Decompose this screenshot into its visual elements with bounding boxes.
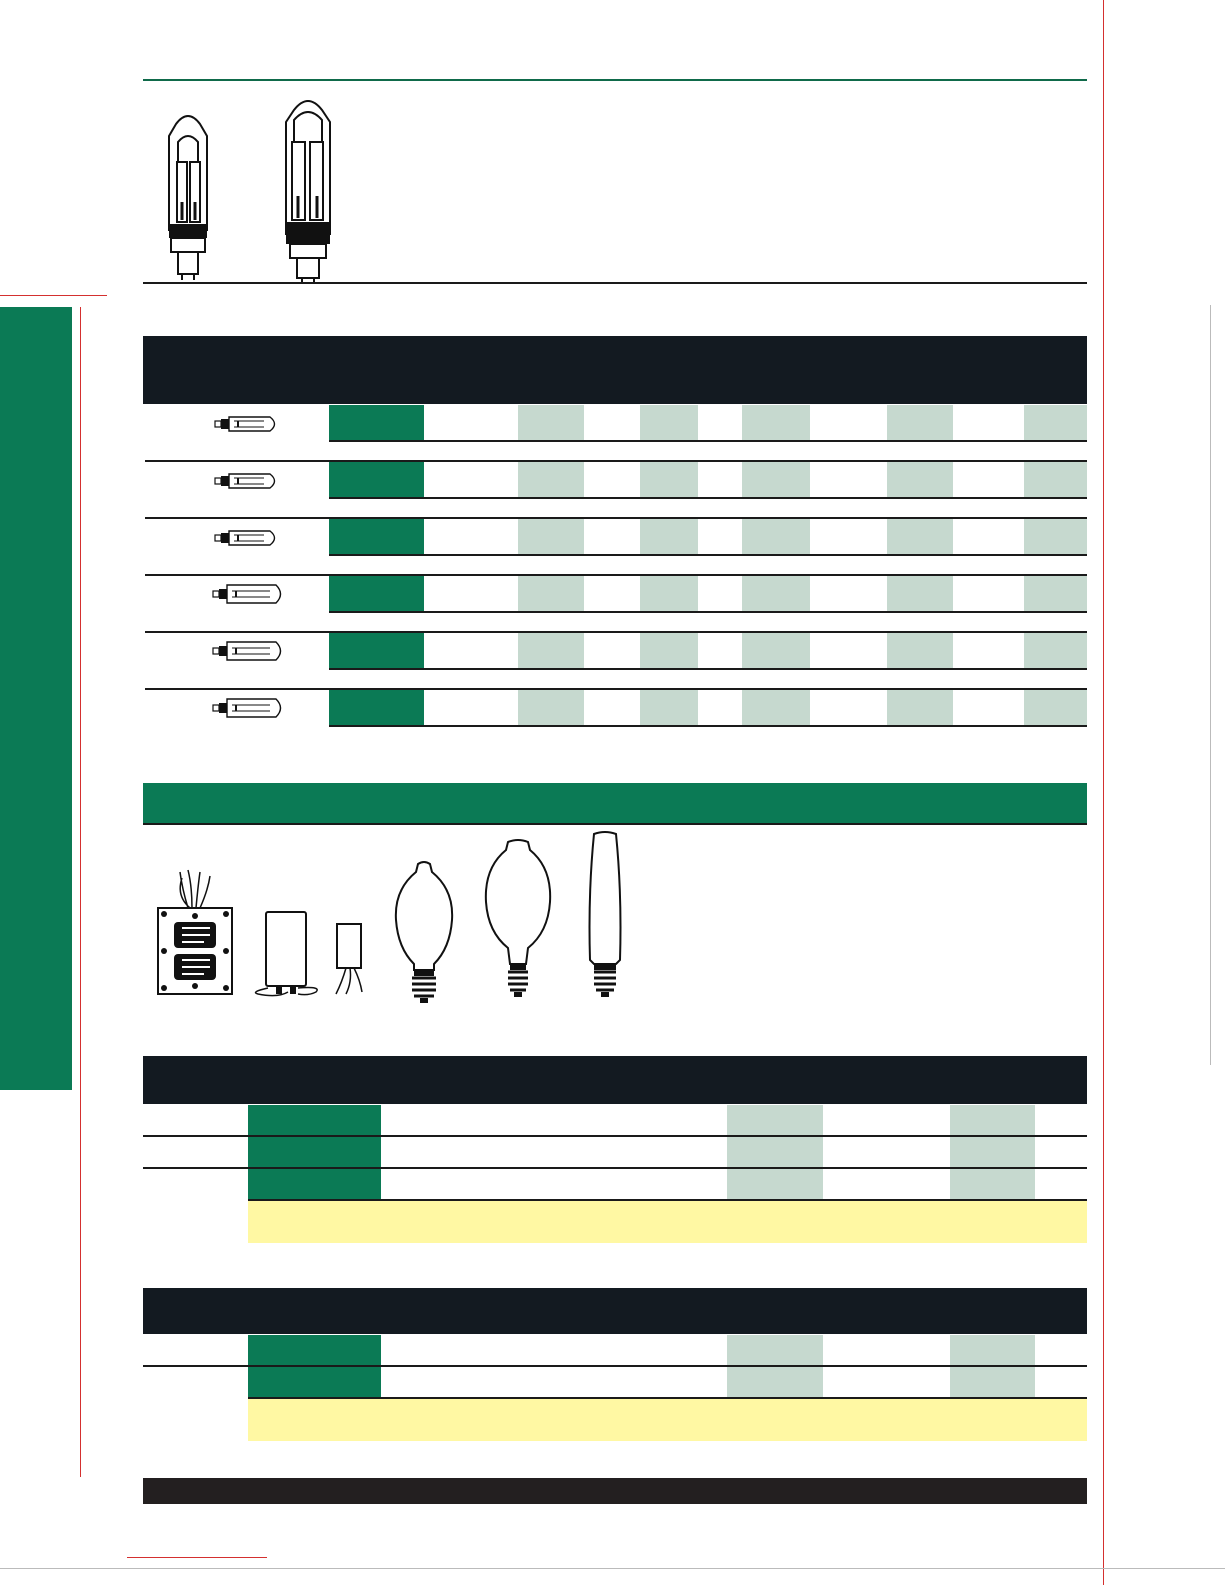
table-1-highlight-cell bbox=[887, 690, 953, 726]
table-1-highlight-cell bbox=[1024, 576, 1087, 612]
table-1-code-cell bbox=[329, 462, 424, 498]
table-1-highlight-cell bbox=[640, 576, 698, 612]
table-1-highlight-cell bbox=[518, 462, 584, 498]
table-1-highlight-cell bbox=[1024, 633, 1087, 669]
table-3-code-cell bbox=[248, 1335, 381, 1366]
ed-bulb-icon bbox=[390, 860, 458, 1004]
tubular-bulb-icon bbox=[580, 830, 630, 998]
table-3-header bbox=[143, 1288, 1087, 1334]
footer-band bbox=[143, 1478, 1087, 1504]
table-1-highlight-cell bbox=[887, 576, 953, 612]
table-3-highlight-cell bbox=[727, 1367, 823, 1398]
table-1-highlight-cell bbox=[1024, 690, 1087, 726]
table-1-highlight-cell bbox=[518, 576, 584, 612]
table-1-highlight-cell bbox=[640, 405, 698, 441]
table-1-highlight-cell bbox=[742, 462, 810, 498]
bt-bulb-icon bbox=[480, 838, 556, 998]
crop-mark-far-right bbox=[1210, 305, 1211, 1065]
table-1-highlight-cell bbox=[640, 519, 698, 555]
table-1-highlight-cell bbox=[518, 633, 584, 669]
table-1-code-cell bbox=[329, 690, 424, 726]
table-2-highlight-cell bbox=[727, 1169, 823, 1200]
crop-mark-left bbox=[80, 307, 81, 1477]
table-1-highlight-cell bbox=[640, 690, 698, 726]
table-1-highlight-cell bbox=[887, 519, 953, 555]
table-1-highlight-cell bbox=[887, 633, 953, 669]
table-1-row-rule bbox=[329, 440, 1087, 442]
table-2-highlight-cell bbox=[950, 1137, 1035, 1168]
table-1-row-rule bbox=[329, 611, 1087, 613]
table-1-highlight-cell bbox=[742, 519, 810, 555]
table-2-code-cell bbox=[248, 1137, 381, 1168]
bottom-edge-line bbox=[0, 1568, 1225, 1569]
table-1-highlight-cell bbox=[887, 405, 953, 441]
horizontal-lamp-icon bbox=[212, 583, 286, 610]
table-1-row-rule bbox=[329, 554, 1087, 556]
table-2-header bbox=[143, 1056, 1087, 1104]
table-2-highlight-cell bbox=[950, 1169, 1035, 1200]
horizontal-lamp-icon bbox=[212, 697, 286, 724]
horizontal-lamp-icon bbox=[214, 415, 280, 438]
table-1-header bbox=[143, 336, 1087, 404]
table-1-highlight-cell bbox=[742, 405, 810, 441]
table-1-row-separator bbox=[145, 688, 1087, 690]
table-2-highlight-cell bbox=[727, 1105, 823, 1136]
crop-mark-left-top bbox=[0, 295, 107, 296]
table-1-row-rule bbox=[329, 725, 1087, 727]
table-1-row-rule bbox=[329, 668, 1087, 670]
double-ended-metal-halide-lamp-icon bbox=[280, 96, 336, 284]
ignitor-icon bbox=[330, 920, 366, 996]
horizontal-lamp-icon bbox=[214, 472, 280, 495]
table-1-row-separator bbox=[145, 574, 1087, 576]
table-1-code-cell bbox=[329, 405, 424, 441]
accessories-rule bbox=[143, 823, 1087, 825]
accessories-header bbox=[143, 783, 1087, 823]
capacitor-icon bbox=[248, 908, 324, 998]
table-1-highlight-cell bbox=[640, 462, 698, 498]
ballast-core-coil-icon bbox=[152, 868, 238, 998]
double-ended-metal-halide-lamp-icon bbox=[160, 112, 216, 280]
crop-mark-bottom bbox=[127, 1557, 267, 1558]
table-2-highlight-cell bbox=[950, 1105, 1035, 1136]
table-3-note bbox=[248, 1399, 1087, 1441]
table-1-highlight-cell bbox=[518, 519, 584, 555]
illustration-bottom-rule bbox=[143, 282, 1087, 284]
table-1-code-cell bbox=[329, 633, 424, 669]
table-3-highlight-cell bbox=[950, 1367, 1035, 1398]
table-1-highlight-cell bbox=[887, 462, 953, 498]
table-1-highlight-cell bbox=[1024, 462, 1087, 498]
table-1-row-separator bbox=[145, 631, 1087, 633]
table-1-code-cell bbox=[329, 576, 424, 612]
table-1-highlight-cell bbox=[518, 690, 584, 726]
table-1-highlight-cell bbox=[640, 633, 698, 669]
table-1-code-cell bbox=[329, 519, 424, 555]
table-1-highlight-cell bbox=[742, 576, 810, 612]
table-3-highlight-cell bbox=[950, 1335, 1035, 1366]
section-tab bbox=[0, 307, 72, 1090]
horizontal-lamp-icon bbox=[214, 529, 280, 552]
table-1-row-separator bbox=[145, 517, 1087, 519]
table-1-highlight-cell bbox=[742, 633, 810, 669]
table-3-code-cell bbox=[248, 1367, 381, 1398]
table-1-row-rule bbox=[329, 497, 1087, 499]
table-1-highlight-cell bbox=[1024, 405, 1087, 441]
table-1-highlight-cell bbox=[742, 690, 810, 726]
top-rule bbox=[143, 79, 1087, 81]
table-2-code-cell bbox=[248, 1105, 381, 1136]
table-1-highlight-cell bbox=[518, 405, 584, 441]
table-2-highlight-cell bbox=[727, 1137, 823, 1168]
table-1-row-separator bbox=[145, 460, 1087, 462]
crop-mark-right bbox=[1103, 0, 1104, 1585]
table-1-highlight-cell bbox=[1024, 519, 1087, 555]
horizontal-lamp-icon bbox=[212, 640, 286, 667]
table-3-highlight-cell bbox=[727, 1335, 823, 1366]
table-2-note bbox=[248, 1201, 1087, 1243]
table-2-code-cell bbox=[248, 1169, 381, 1200]
